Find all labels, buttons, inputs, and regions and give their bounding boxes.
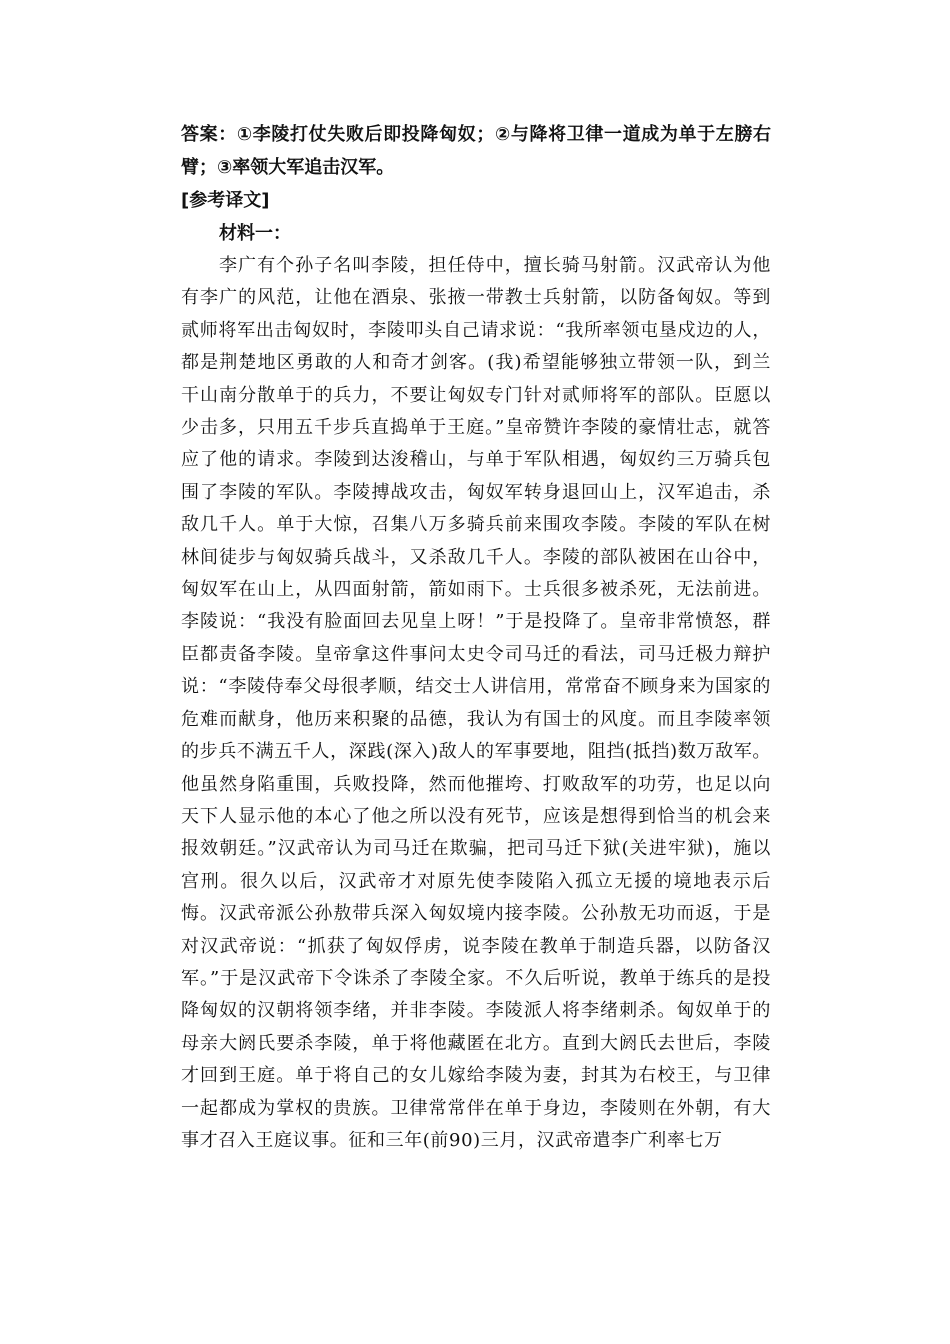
answer-text: ①李陵打仗失败后即投降匈奴；②与降将卫律一道成为单于左膀右臂；③率领大军追击汉军。 (181, 124, 771, 178)
answer-label: 答案： (181, 124, 237, 145)
answer-block (181, 118, 771, 184)
section-label: 材料一： (219, 223, 291, 244)
reference-title: [参考译文] (181, 190, 270, 211)
document-page (181, 118, 771, 1157)
translation-paragraph: 李广有个孙子名叫李陵，担任侍中，擅长骑马射箭。汉武帝认为他有李广的风范，让他在酒泉、张掖一带教士兵射箭，以防备匈奴。等到贰师将军出击匈奴时，李陵叩头自己请求说：“我所率领屯垦戍边的人，都是荆楚地区勇敢的人和奇才剑客。(我)希望能够独立带领一队，到兰干山南分散单于的兵力，不要让匈奴专门针对贰师将军的部队。臣愿以少击多，只用五千步兵直捣单于王庭。”皇帝赞许李陵的豪情壮志，就答应了他的请求。李陵到达浚稽山，与单于军队相遇，匈奴约三万骑兵包围了李陵的军队。李陵搏战攻击，匈奴军转身退回山上，汉军追击，杀敌几千人。单于大惊，召集八万多骑兵前来围攻李陵。李陵的军队在树林间徒步与匈奴骑兵战斗，又杀敌几千人。李陵的部队被困在山谷中，匈奴军在山上，从四面射箭，箭如雨下。士兵很多被杀死，无法前进。李陵说：“我没有脸面回去见皇上呀！”于是投降了。皇帝非常愤怒，群臣都责备李陵。皇帝拿这件事问太史令司马迁的看法，司马迁极力辩护说：“李陵侍奉父母很孝顺，结交士人讲信用，常常奋不顾身来为国家的危难而献身，他历来积聚的品德，我认为有国士的风度。而且李陵率领的步兵不满五千人，深践(深入)敌人的军事要地，阻挡(抵挡)数万敌军。他虽然身陷重围，兵败投降，然而他摧垮、打败敌军的功劳，也足以向天下人显示他的本心了他之所以没有死节，应该是想得到恰当的机会来报效朝廷。”汉武帝认为司马迁在欺骗，把司马迁下狱(关进牢狱)，施以宫刑。很久以后，汉武帝才对原先使李陵陷入孤立无援的境地表示后悔。汉武帝派公孙敖带兵深入匈奴境内接李陵。公孙敖无功而返，于是对汉武帝说：“抓获了匈奴俘虏，说李陵在教单于制造兵器，以防备汉军。”于是汉武帝下令诛杀了李陵全家。不久后听说，教单于练兵的是投降匈奴的汉朝将领李绪，并非李陵。李陵派人将李绪刺杀。匈奴单于的母亲大阏氏要杀李陵，单于将他藏匿在北方。直到大阏氏去世后，李陵才回到王庭。单于将自己的女儿嫁给李陵为妻，封其为右校王，与卫律一起都成为掌权的贵族。卫律常常伴在单于身边，李陵则在外朝，有大事才召入王庭议事。征和三年(前90)三月，汉武帝遣李广利率七万 (181, 255, 771, 1151)
